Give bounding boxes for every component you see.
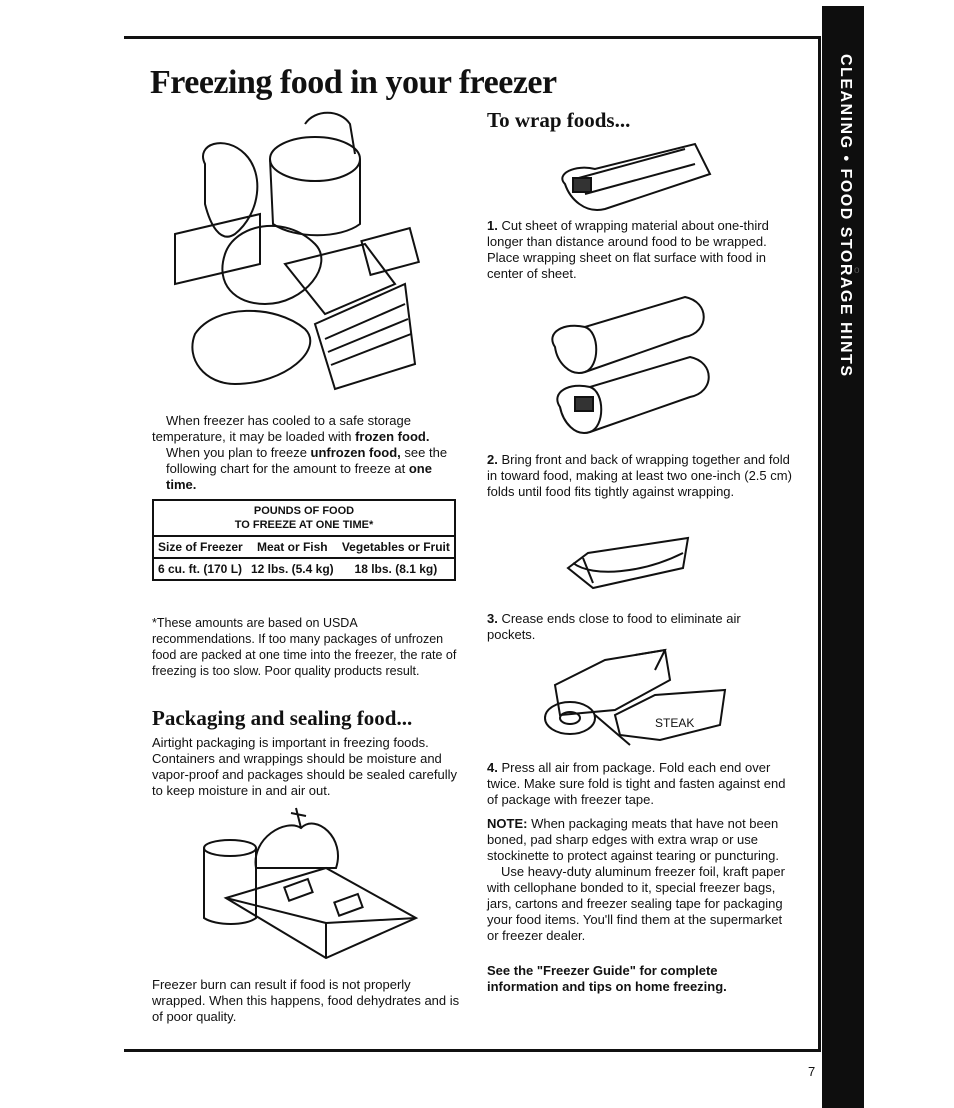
page-number: 7 — [808, 1064, 816, 1079]
step-4-number: 4. — [487, 760, 498, 775]
packaging-text: Airtight packaging is important in freezing foods. Containers and wrappings should be moisture and vapor-proof and packages should be sealed carefully to keep moisture in and air out. — [152, 735, 457, 798]
step2-illustration — [545, 292, 715, 442]
freeze-amount-table — [152, 499, 456, 581]
cell-meat: 12 lbs. (5.4 kg) — [250, 562, 334, 576]
table-row — [153, 558, 455, 580]
step-4 — [487, 760, 792, 808]
table-title-line2: TO FREEZE AT ONE TIME* — [234, 519, 374, 531]
packages-illustration — [196, 808, 426, 968]
step-1-number: 1. — [487, 218, 498, 233]
step3-illustration — [563, 533, 703, 593]
step-4-text: Press all air from package. Fold each end over twice. Make sure fold is tight and fasten against end of package with freezer tape. — [487, 760, 786, 807]
intro-line1-bold: frozen food. — [355, 429, 430, 444]
col-header-size: Size of Freezer — [153, 536, 247, 558]
step-1-text: Cut sheet of wrapping material about one-third longer than distance around food to be wrapped. Place wrapping sheet on flat surface with food in center of sheet. — [487, 218, 769, 281]
note-body-2: Use heavy-duty aluminum freezer foil, kraft paper with cellophane bonded to it, special freezer bags, jars, cartons and freezer sealing tape for packaging your food items. You'll find them at the supermarket or freezer dealer. — [487, 864, 785, 943]
page-title: Freezing food in your freezer — [150, 64, 557, 101]
step-3-number: 3. — [487, 611, 498, 626]
packaging-heading: Packaging and sealing food... — [152, 706, 413, 730]
freezer-burn-text: Freezer burn can result if food is not properly wrapped. When this happens, food dehydrates and is of poor quality. — [152, 977, 460, 1024]
table-title — [153, 500, 455, 536]
steak-label: STEAK — [655, 716, 695, 730]
step-1 — [487, 218, 792, 282]
intro-line2-rest: see the following chart for the amount to freeze at — [166, 445, 448, 476]
step-3 — [487, 611, 792, 643]
table-title-line1: POUNDS OF FOOD — [253, 505, 355, 517]
circle-mark: o — [854, 265, 860, 276]
step-2-number: 2. — [487, 452, 498, 467]
wrap-heading: To wrap foods... — [487, 108, 631, 132]
intro-line2-end: one time. — [166, 461, 432, 492]
step-2-text: Bring front and back of wrapping together and fold in toward food, making at least two one-inch (2.5 cm) folds until food fits tightly against wrapping. — [487, 452, 792, 499]
step4-illustration — [535, 640, 735, 750]
intro-text — [152, 413, 458, 493]
step-3-text: Crease ends close to food to eliminate air pockets. — [487, 611, 741, 642]
cell-veg: 18 lbs. (8.1 kg) — [354, 562, 438, 576]
col-header-veg: Vegetables or Fruit — [338, 536, 455, 558]
intro-line2: When you plan to freeze — [166, 445, 311, 460]
cell-size: 6 cu. ft. (170 L) — [158, 562, 243, 576]
step1-illustration — [545, 134, 715, 214]
freezer-guide-text: See the "Freezer Guide" for complete information and tips on home freezing. — [487, 963, 727, 994]
intro-line1: When freezer has cooled to a safe storage temperature, it may be loaded with — [152, 413, 411, 444]
intro-line2-bold: unfrozen food, — [310, 445, 401, 460]
side-tab-label: CLEANING • FOOD STORAGE HINTS — [837, 54, 854, 378]
food-pile-illustration — [165, 104, 425, 394]
note-text — [487, 816, 792, 944]
note-body: When packaging meats that have not been boned, pad sharp edges with extra wrap or use stockinette to protect against tearing or puncturing. — [487, 816, 779, 863]
col-header-meat: Meat or Fish — [247, 536, 338, 558]
footnote: *These amounts are based on USDA recommendations. If too many packages of unfrozen food are packed at one time into the freezer, the rate of freezing is too slow. Poor quality products result. — [152, 616, 457, 678]
note-label: NOTE: — [487, 816, 528, 831]
step-2 — [487, 452, 792, 500]
